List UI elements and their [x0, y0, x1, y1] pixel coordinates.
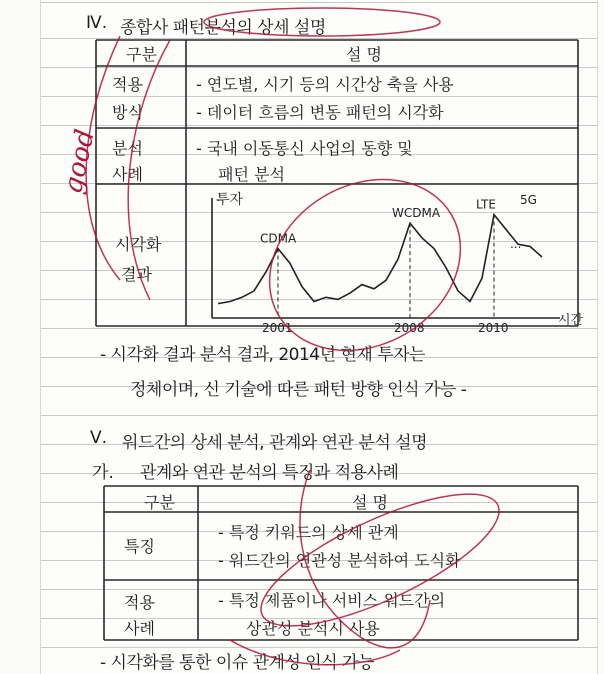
table2-row-label: 사례	[124, 619, 155, 638]
subsection-title: 관계와 연관 분석의 특징과 적용사례	[140, 463, 399, 483]
table2-row-desc: - 워드간의 연관성 분석하여 도식화	[218, 551, 461, 570]
table1-row-label: 분석	[112, 139, 143, 158]
table1-header-description: 설 명	[346, 45, 382, 64]
subsection-number: 가.	[92, 463, 114, 483]
section-4-summary: - 시각화 결과 분석 결과, 2014년 현재 투자는 정체이며, 신 기술에 따른 패턴 방향 인식 가능 -	[100, 345, 467, 400]
table2-row-desc: 상관성 분석시 사용	[246, 619, 380, 638]
x-axis-label: 시간	[558, 313, 584, 328]
chart-row-label: 결과	[121, 265, 152, 284]
teacher-grade-mark: good	[58, 126, 101, 197]
peak-annotation: 5G	[520, 193, 537, 207]
table2-row-label: 특징	[124, 537, 155, 556]
section-4-title: 종합사 패턴분석의 상세 설명	[120, 18, 326, 38]
table1-row-desc: - 국내 이동통신 사업의 동향 및	[196, 139, 413, 158]
peak-annotation: WCDMA	[392, 206, 441, 221]
x-tick-label: 2001	[262, 321, 293, 335]
table2-row-label: 적용	[124, 593, 155, 612]
table2-row-desc: - 특정 키워드의 상세 관계	[218, 523, 399, 542]
table1-row-label: 사례	[112, 165, 143, 184]
table1-row-desc: - 데이터 흐름의 변동 패턴의 시각화	[196, 103, 444, 122]
section-5-number: Ⅴ.	[90, 428, 108, 448]
y-axis-label: 투자	[216, 192, 244, 208]
table2-header-description: 설 명	[352, 493, 388, 512]
table1-header-category: 구분	[126, 45, 157, 64]
x-tick-label: 2010	[478, 321, 509, 335]
chart-row-label: 시각화	[115, 235, 162, 254]
table1-row-desc: 패턴 분석	[218, 165, 285, 184]
x-tick-label: 2008	[394, 321, 425, 335]
continuation-dots: ...	[510, 237, 522, 251]
table1-row-label: 적용	[112, 75, 143, 94]
section-4-number: Ⅳ.	[86, 13, 108, 33]
peak-annotation: CDMA	[260, 231, 297, 246]
table2-header-category: 구분	[144, 493, 175, 512]
table2-row-desc: - 특정 제품이나 서비스 워드간의	[218, 591, 446, 610]
table1-row-label: 방식	[112, 103, 143, 122]
peak-annotation: LTE	[476, 197, 496, 212]
table1-row-desc: - 연도별, 시기 등의 시간상 축을 사용	[196, 75, 454, 94]
section-5-summary: - 시각화를 통한 이슈 관계성 인식 가능	[100, 653, 374, 673]
section-5-title: 워드간의 상세 분석, 관계와 연관 분석 설명	[122, 433, 428, 453]
